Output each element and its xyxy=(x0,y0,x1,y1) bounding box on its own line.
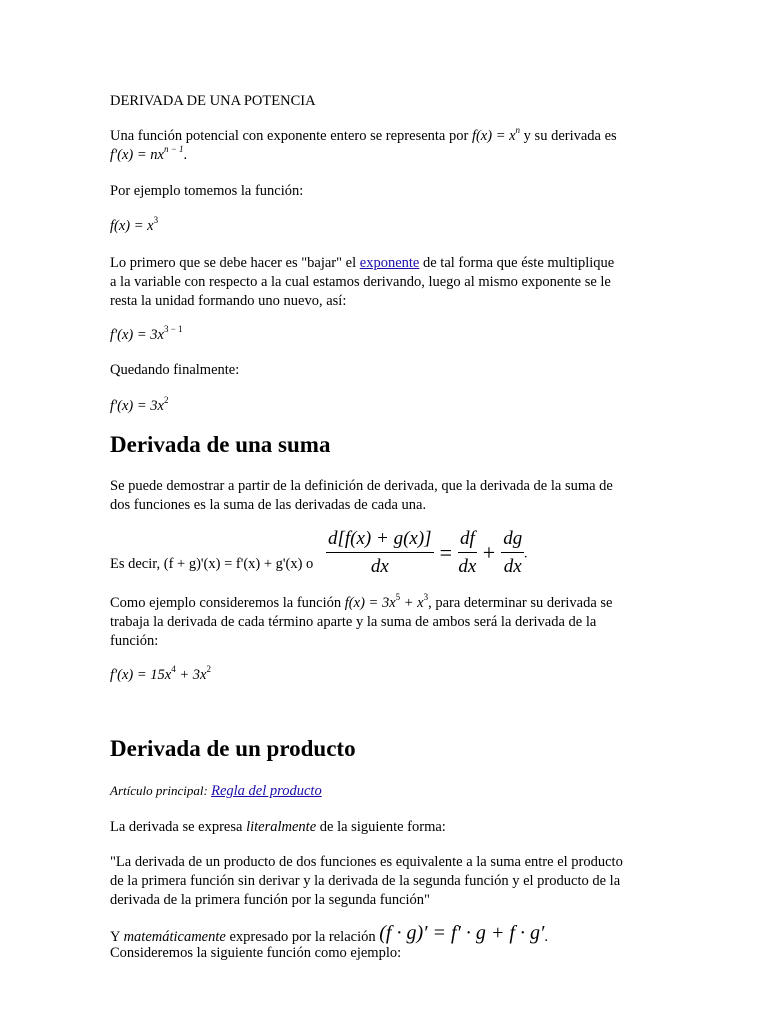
exponent: 3 − 1 xyxy=(163,324,183,334)
quote-line-2: de la primera función sin derivar y la derivada de la segunda función y el producto de la xyxy=(110,873,621,889)
exponent: 2 xyxy=(163,395,169,405)
text: de tal forma que éste multiplique xyxy=(419,255,615,271)
fraction-sum xyxy=(326,528,434,578)
paragraph-ejemplo-suma-2: trabaja la derivada de cada término aparte y la suma de ambos será la derivada de la xyxy=(110,614,597,630)
period: . xyxy=(544,929,548,945)
numerator: d[f(x) + g(x)] xyxy=(326,528,434,553)
text: La derivada se expresa xyxy=(110,819,247,835)
text: . xyxy=(183,147,188,163)
text: de la siguiente forma: xyxy=(316,819,446,835)
denominator: dx xyxy=(458,556,477,577)
paragraph-potencia-1b xyxy=(110,146,670,165)
text: Una función potencial con exponente entero se representa por xyxy=(110,128,472,144)
text: y su derivada es xyxy=(520,128,617,144)
exponent: n xyxy=(515,125,521,135)
articulo-principal xyxy=(110,781,670,801)
derivative-result xyxy=(110,397,670,416)
math-fx: f(x) = 3x xyxy=(344,595,396,611)
quote-line-3: derivada de la primera función por la segunda función" xyxy=(110,892,430,908)
paragraph-ejemplo: Por ejemplo tomemos la función: xyxy=(110,183,304,199)
text: expresado por la relación xyxy=(225,929,380,945)
exponent: 2 xyxy=(206,664,211,674)
paragraph-ejemplo-suma-1 xyxy=(110,594,670,613)
fraction-dg xyxy=(501,528,524,578)
sum-derivative-result xyxy=(110,666,670,685)
exponent: 3 xyxy=(423,592,429,602)
paragraph-quedando: Quedando finalmente: xyxy=(110,362,240,378)
plus-sign: + xyxy=(482,540,496,565)
link-regla-del-producto[interactable]: Regla del producto xyxy=(211,783,322,799)
heading-derivada-suma: Derivada de una suma xyxy=(110,432,331,457)
fraction-df xyxy=(458,528,477,578)
derivative-step xyxy=(110,326,670,345)
text: Lo primero que se debe hacer es "bajar" el xyxy=(110,255,360,271)
paragraph-consideremos: Consideremos la siguiente función como ejemplo: xyxy=(110,945,402,961)
math-derivative: f'(x) = nx xyxy=(110,147,164,163)
text: , para determinar su derivada se xyxy=(428,595,613,611)
period: . xyxy=(524,546,528,562)
paragraph-bajar-2: a la variable con respecto a la cual estamos derivando, luego al mismo exponente se le xyxy=(110,274,611,290)
math: + 3x xyxy=(175,667,207,683)
denominator: dx xyxy=(370,556,389,577)
italic-text: matemáticamente xyxy=(123,929,226,945)
es-decir-text: Es decir, (f + g)'(x) = f'(x) + g'(x) o xyxy=(110,556,314,572)
math-fx: f(x) = x xyxy=(471,128,516,144)
italic-text: literalmente xyxy=(246,819,317,835)
articulo-label: Artículo principal: xyxy=(110,783,212,798)
math: f'(x) = 3x xyxy=(110,398,164,414)
math-fx: f(x) = x xyxy=(110,218,154,234)
math: f'(x) = 15x xyxy=(110,667,172,683)
exponent: 3 xyxy=(153,215,159,225)
math: + x xyxy=(400,595,424,611)
denominator: dx xyxy=(503,556,522,577)
heading-derivada-producto: Derivada de un producto xyxy=(110,736,356,761)
paragraph-bajar-1 xyxy=(110,254,670,273)
example-function xyxy=(110,217,670,236)
paragraph-potencia-1a xyxy=(110,127,670,146)
text: Y xyxy=(110,929,124,945)
math: f'(x) = 3x xyxy=(110,327,164,343)
sum-rule-formula xyxy=(326,528,528,578)
numerator: df xyxy=(458,528,477,553)
section-title-potencia: DERIVADA DE UNA POTENCIA xyxy=(110,93,316,109)
product-rule-formula: (f · g)′ = f′ · g + f · g′ xyxy=(379,922,545,944)
paragraph-bajar-3: resta la unidad formando uno nuevo, así: xyxy=(110,293,347,309)
link-exponente[interactable]: exponente xyxy=(359,255,420,271)
paragraph-literalmente xyxy=(110,818,670,837)
paragraph-suma-1: Se puede demostrar a partir de la definición de derivada, que la derivada de la suma de xyxy=(110,478,613,494)
exponent: n − 1 xyxy=(163,144,184,154)
text: Como ejemplo consideremos la función xyxy=(110,595,345,611)
exponent: 4 xyxy=(171,664,176,674)
numerator: dg xyxy=(501,528,524,553)
paragraph-ejemplo-suma-3: función: xyxy=(110,633,159,649)
equals-sign: = xyxy=(439,540,452,565)
quote-line-1: "La derivada de un producto de dos funciones es equivalente a la suma entre el producto xyxy=(110,854,623,870)
exponent: 5 xyxy=(395,592,401,602)
paragraph-suma-2: dos funciones es la suma de las derivadas de cada una. xyxy=(110,497,427,513)
